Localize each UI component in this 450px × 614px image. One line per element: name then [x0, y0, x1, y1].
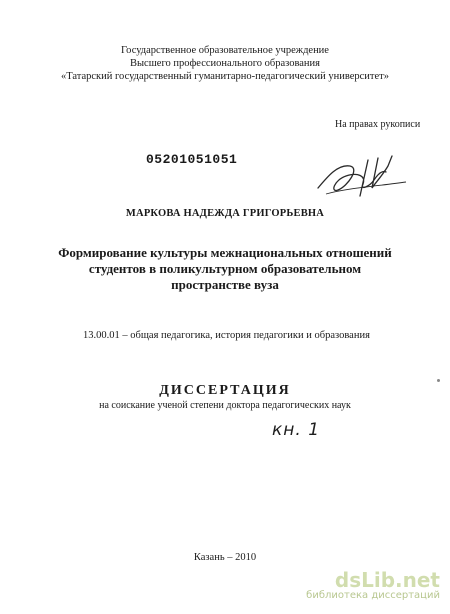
manuscript-note: На правах рукописи [335, 119, 421, 130]
signature-icon [308, 146, 418, 208]
institution-line-1: Государственное образовательное учреждение [121, 45, 329, 56]
title-line-3: пространстве вуза [171, 277, 279, 292]
volume-handwritten: кн. 1 [272, 420, 321, 440]
scan-speck [437, 379, 440, 382]
dissertation-title [0, 245, 450, 293]
watermark-logo: dsLib.net [334, 568, 440, 592]
watermark [306, 568, 440, 601]
city-year: Казань – 2010 [193, 552, 257, 563]
specialty-code: 13.00.01 – общая педагогика, история педагогики и образования [83, 330, 370, 341]
degree-line: на соискание ученой степени доктора педагогических наук [99, 400, 351, 411]
document-number: 05201051051 [146, 152, 238, 167]
institution-line-3: «Татарский государственный гуманитарно-педагогический университет» [60, 71, 390, 82]
institution-line-2: Высшего профессионального образования [130, 58, 320, 69]
title-line-2: студентов в поликультурном образовательном [88, 261, 362, 276]
document-type: ДИССЕРТАЦИЯ [159, 383, 291, 398]
watermark-caption: библиотека диссертаций [306, 590, 440, 601]
author-name: МАРКОВА НАДЕЖДА ГРИГОРЬЕВНА [125, 208, 325, 219]
title-line-1: Формирование культуры межнациональных отношений [58, 245, 392, 260]
